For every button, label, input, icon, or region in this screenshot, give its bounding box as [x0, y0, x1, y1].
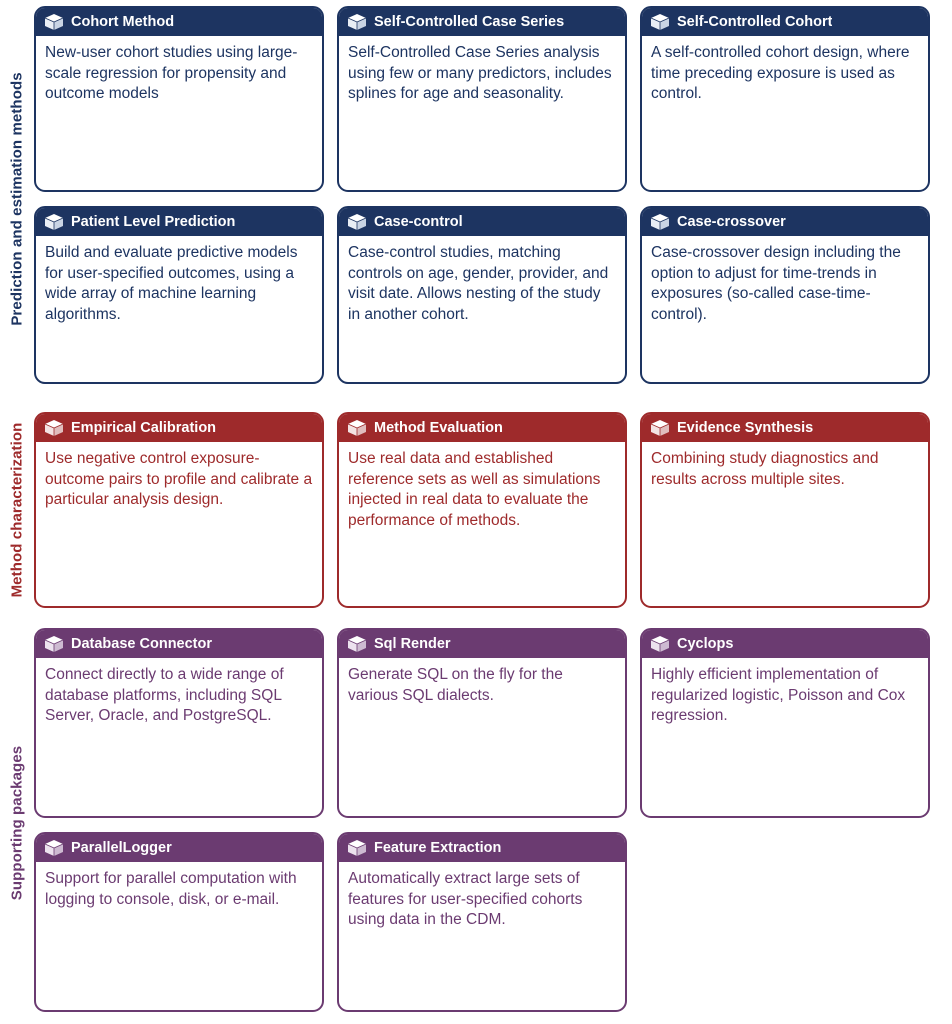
- card-row: [34, 412, 952, 608]
- card-row: [34, 832, 952, 1012]
- card-database-connector[interactable]: [34, 628, 324, 818]
- card-body: Build and evaluate predictive models for user-specified outcomes, using a wide array of machine learning algorithms.: [45, 244, 298, 323]
- card-body: Support for parallel computation with logging to console, disk, or e-mail.: [45, 870, 297, 908]
- card-title: Empirical Calibration: [71, 420, 217, 436]
- card-title: Self-Controlled Case Series: [374, 14, 565, 30]
- cards-group-characterization: [34, 412, 952, 608]
- card-body: Case-control studies, matching controls on age, gender, provider, and visit date. Allows nesting of the study in another cohort.: [348, 244, 609, 323]
- card-header: [339, 208, 625, 236]
- package-box-icon: [44, 635, 64, 653]
- card-parallellogger[interactable]: [34, 832, 324, 1012]
- card-sql-render[interactable]: [337, 628, 627, 818]
- card-body: Generate SQL on the fly for the various SQL dialects.: [348, 666, 563, 704]
- card-body: Connect directly to a wide range of database platforms, including SQL Server, Oracle, and PostgreSQL.: [45, 666, 284, 725]
- card-header: [36, 630, 322, 658]
- card-self-controlled-case-series[interactable]: [337, 6, 627, 192]
- card-title: Patient Level Prediction: [71, 214, 236, 230]
- card-header: [339, 630, 625, 658]
- section-label-characterization-text: Method characterization: [8, 422, 26, 598]
- card-body: Combining study diagnostics and results across multiple sites.: [651, 450, 879, 488]
- card-self-controlled-cohort[interactable]: [640, 6, 930, 192]
- card-method-evaluation[interactable]: [337, 412, 627, 608]
- package-box-icon: [347, 839, 367, 857]
- card-title: Feature Extraction: [374, 840, 502, 856]
- card-title: Case-control: [374, 214, 463, 230]
- card-title: Self-Controlled Cohort: [677, 14, 833, 30]
- package-box-icon: [650, 635, 670, 653]
- card-case-control[interactable]: [337, 206, 627, 384]
- card-title: Evidence Synthesis: [677, 420, 814, 436]
- package-box-icon: [347, 213, 367, 231]
- section-prediction-and-estimation-methods: [0, 6, 952, 392]
- package-box-icon: [347, 635, 367, 653]
- section-label-packages-text: Supporting packages: [8, 745, 26, 901]
- package-box-icon: [44, 839, 64, 857]
- card-header: [36, 208, 322, 236]
- card-body: New-user cohort studies using large-scale regression for propensity and outcome models: [45, 44, 298, 103]
- section-label-methods-text: Prediction and estimation methods: [8, 72, 26, 326]
- card-evidence-synthesis[interactable]: [640, 412, 930, 608]
- card-feature-extraction[interactable]: [337, 832, 627, 1012]
- card-body: A self-controlled cohort design, where time preceding exposure is used as control.: [651, 44, 910, 103]
- package-box-icon: [650, 419, 670, 437]
- card-cohort-method[interactable]: [34, 6, 324, 192]
- card-header: [642, 208, 928, 236]
- package-box-icon: [44, 419, 64, 437]
- package-box-icon: [650, 13, 670, 31]
- cards-group-methods: [34, 6, 952, 392]
- card-title: Database Connector: [71, 636, 213, 652]
- card-patient-level-prediction[interactable]: [34, 206, 324, 384]
- card-header: [36, 414, 322, 442]
- card-header: [642, 414, 928, 442]
- card-body: Highly efficient implementation of regularized logistic, Poisson and Cox regression.: [651, 666, 906, 725]
- card-body: Use real data and established reference sets as well as simulations injected in real data to evaluate the performance of methods.: [348, 450, 601, 529]
- card-header: [339, 834, 625, 862]
- card-body: Automatically extract large sets of features for user-specified cohorts using data in the CDM.: [348, 870, 583, 929]
- card-body: Self-Controlled Case Series analysis using few or many predictors, includes splines for age and seasonality.: [348, 44, 612, 103]
- card-empirical-calibration[interactable]: [34, 412, 324, 608]
- card-header: [642, 630, 928, 658]
- card-body: Use negative control exposure-outcome pairs to profile and calibrate a particular analysis design.: [45, 450, 313, 509]
- section-method-characterization: [0, 412, 952, 608]
- package-box-icon: [347, 13, 367, 31]
- section-label-characterization: [0, 412, 34, 608]
- card-title: Cohort Method: [71, 14, 175, 30]
- card-case-crossover[interactable]: [640, 206, 930, 384]
- section-supporting-packages: [0, 628, 952, 1018]
- card-title: Method Evaluation: [374, 420, 503, 436]
- cards-group-packages: [34, 628, 952, 1018]
- card-header: [36, 8, 322, 36]
- card-title: Cyclops: [677, 636, 734, 652]
- card-header: [339, 8, 625, 36]
- card-row: [34, 206, 952, 384]
- package-box-icon: [44, 13, 64, 31]
- package-box-icon: [347, 419, 367, 437]
- section-label-packages: [0, 628, 34, 1018]
- card-body: Case-crossover design including the option to adjust for time-trends in exposures (so-called case-time-control).: [651, 244, 901, 323]
- card-header: [642, 8, 928, 36]
- card-row: [34, 628, 952, 818]
- card-title: Case-crossover: [677, 214, 786, 230]
- card-header: [36, 834, 322, 862]
- card-title: Sql Render: [374, 636, 451, 652]
- card-row: [34, 6, 952, 192]
- section-label-methods: [0, 6, 34, 392]
- card-title: ParallelLogger: [71, 840, 172, 856]
- card-header: [339, 414, 625, 442]
- package-box-icon: [650, 213, 670, 231]
- card-cyclops[interactable]: [640, 628, 930, 818]
- package-box-icon: [44, 213, 64, 231]
